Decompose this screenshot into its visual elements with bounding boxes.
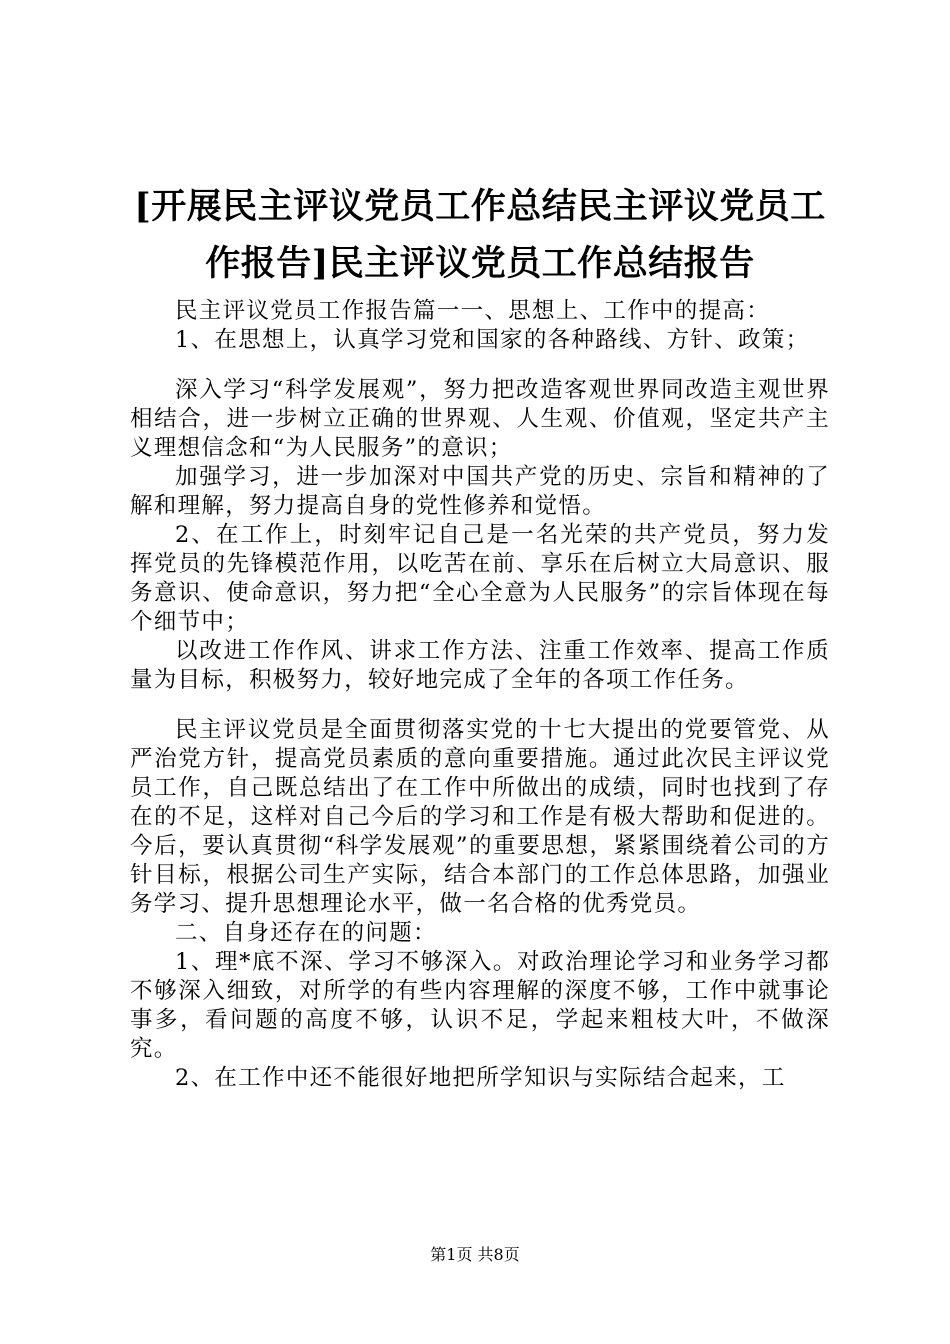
paragraph: 2、在工作上，时刻牢记自己是一名光荣的共产党员，努力发挥党员的先锋模范作用，以吃苦在前、享乐在后树立大局意识、服务意识、使命意识，努力把“全心全意为人民服务”的宗旨体现在每个细节中； (130, 522, 830, 635)
paragraph: 以改进工作作风、讲求工作方法、注重工作效率、提高工作质量为目标，积极努力，较好地完成了全年的各项工作任务。 (130, 638, 830, 693)
paragraph: 民主评议党员是全面贯彻落实党的十七大提出的党要管党、从严治党方针，提高党员素质的意向重要措施。通过此次民主评议党员工作，自己既总结出了在工作中所做出的成绩，同时也找到了存在的不足，这样对自己今后的学习和工作是有极大帮助和促进的。今后，要认真贯彻“科学发展观”的重要思想，紧紧围绕着公司的方针目标，根据公司生产实际，结合本部门的工作总体思路，加强业务学习、提升思想理论水平，做一名合格的优秀党员。 (130, 717, 830, 917)
document-title: [开展民主评议党员工作总结民主评议党员工作报告]民主评议党员工作总结报告 (134, 186, 826, 284)
paragraph: 深入学习“科学发展观”，努力把改造客观世界同改造主观世界相结合，进一步树立正确的世界观、人生观、价值观，坚定共产主义理想信念和“为人民服务”的意识； (130, 377, 830, 461)
paragraph: 2、在工作中还不能很好地把所学知识与实际结合起来，工 (175, 1065, 786, 1091)
document-body (130, 297, 830, 1093)
paragraph: 二、自身还存在的问题： (175, 920, 437, 946)
page-number-footer: 第1页 共8页 (430, 1245, 520, 1264)
paragraph: 加强学习，进一步加深对中国共产党的历史、宗旨和精神的了解和理解，努力提高自身的党性修养和觉悟。 (130, 464, 830, 519)
paragraph: 1、在思想上，认真学习党和国家的各种路线、方针、政策； (175, 327, 810, 353)
paragraph: 1、理*底不深、学习不够深入。对政治理论学习和业务学习都不够深入细致，对所学的有些内容理解的深度不够，工作中就事论事多，看问题的高度不够，认识不足，学起来粗枝大叶，不做深究。 (130, 949, 830, 1062)
paragraph: 民主评议党员工作报告篇一一、思想上、工作中的提高： (175, 298, 771, 324)
